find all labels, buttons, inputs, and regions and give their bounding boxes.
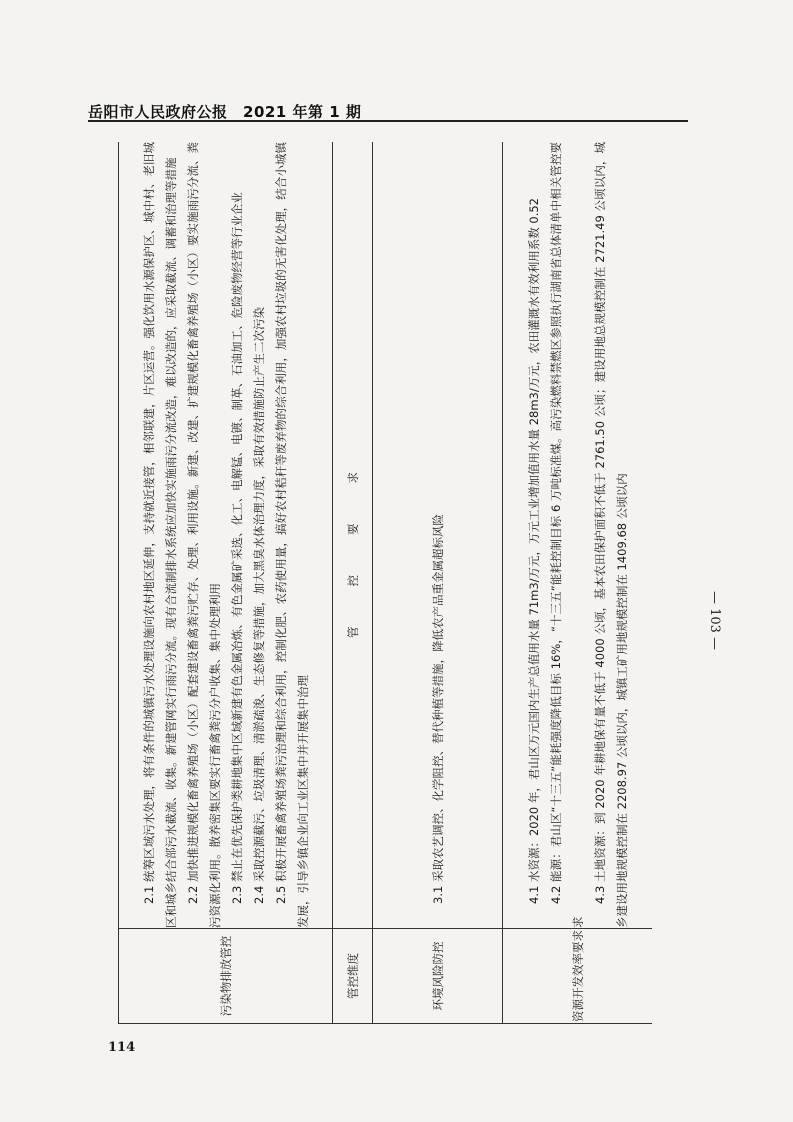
row-content-pollution [119, 142, 333, 929]
paragraph: 2.2 加快推进规模化畜禽养殖场（小区）配套建设畜禽粪污贮存、处理、利用设施。新建、改建、扩建规模化畜禽养殖场（小区）要实施雨污分流、粪污资源化利用。散养密集区要实行畜禽粪污分户收集、集中处理利用 [185, 142, 222, 928]
header-label-requirements: 管控要求 [333, 142, 373, 929]
paragraph: 4.3 土地资源：到 2020 年耕地保有量不低于 4000 公顷，基本农田保护面积不低于 2761.50 公顷；建设用地总规模控制在 2721.49 公顷以内，城乡建设用地规模控制在 2208.97 公顷以内，城镇工矿用地规模控制在 1409.68 公顷以内 [592, 142, 629, 928]
row-label-pollution: 污染物排放管控 [119, 929, 333, 1024]
paragraph: 3.1 采取农艺调控、化学阻控、替代种植等措施，降低农产品重金属超标风险 [430, 514, 445, 904]
header-label-dimension: 管控维度 [333, 929, 373, 1024]
controls-table [118, 142, 652, 1024]
paragraph: 2.3 禁止在优先保护类耕地集中区域新建有色金属冶炼、有色金属矿采选、化工、电解锰、电镀、制革、石油加工、危险废物经营等行业企业 [229, 192, 244, 904]
row-content-resources [503, 142, 653, 929]
side-page-number: 114 [108, 1040, 136, 1055]
page-header: 岳阳市人民政府公报 2021 年第 1 期 [88, 103, 362, 121]
paragraph: 4.1 水资源：2020 年，君山区万元国内生产总值用水量 71m3/万元，万元工业增加值用水量 28m3/万元，农田灌溉水有效利用系数 0.52 [526, 198, 541, 904]
header-rule [88, 120, 688, 122]
paragraph: 2.1 统筹区域污水处理，将有条件的城镇污水处理设施向农村地区延伸，支持就近接管，相邻联建，片区运营。强化饮用水源保护区、城中村、老旧城区和城乡结合部污水截流、收集。新建管网实行雨污分流。现有合流制排水系统应加快实施雨污分流改造，难以改造的，应采取截流、调蓄和治理等措施 [141, 142, 178, 928]
table-header-row [333, 142, 373, 1024]
row-content-risk [373, 142, 503, 929]
row-label-resources: 资源开发效率要求 [503, 929, 653, 1024]
table-row-resources [503, 142, 653, 1024]
rotated-table-container [118, 142, 652, 1024]
footer-page-number: — 103 — [707, 591, 722, 651]
table-row-risk [373, 142, 503, 1024]
table-row-pollution [119, 142, 333, 1024]
paragraph: 4.2 能源：君山区“十三五”能耗强度降低目标 16%，“十三五”能耗控制目标 6 万吨标准煤。高污染燃料禁燃区参照执行湖南省总体清单中相关管控要求 [548, 142, 585, 928]
row-label-risk: 环境风险防控 [373, 929, 503, 1024]
table-frame [118, 142, 652, 1024]
paragraph: 2.4 采取控源截污、垃圾清理、清淤疏浚、生态修复等措施，加大黑臭水体治理力度，采取有效措施防止产生二次污染 [251, 307, 266, 904]
paragraph: 2.5 积极开展畜禽养殖场粪污治理和综合利用，控制化肥、农药使用量，搞好农村秸秆等废弃物的综合利用，加强农村垃圾的无害化处理，结合小城镇发展，引导乡镇企业向工业区集中并开展集中治理 [273, 142, 310, 928]
